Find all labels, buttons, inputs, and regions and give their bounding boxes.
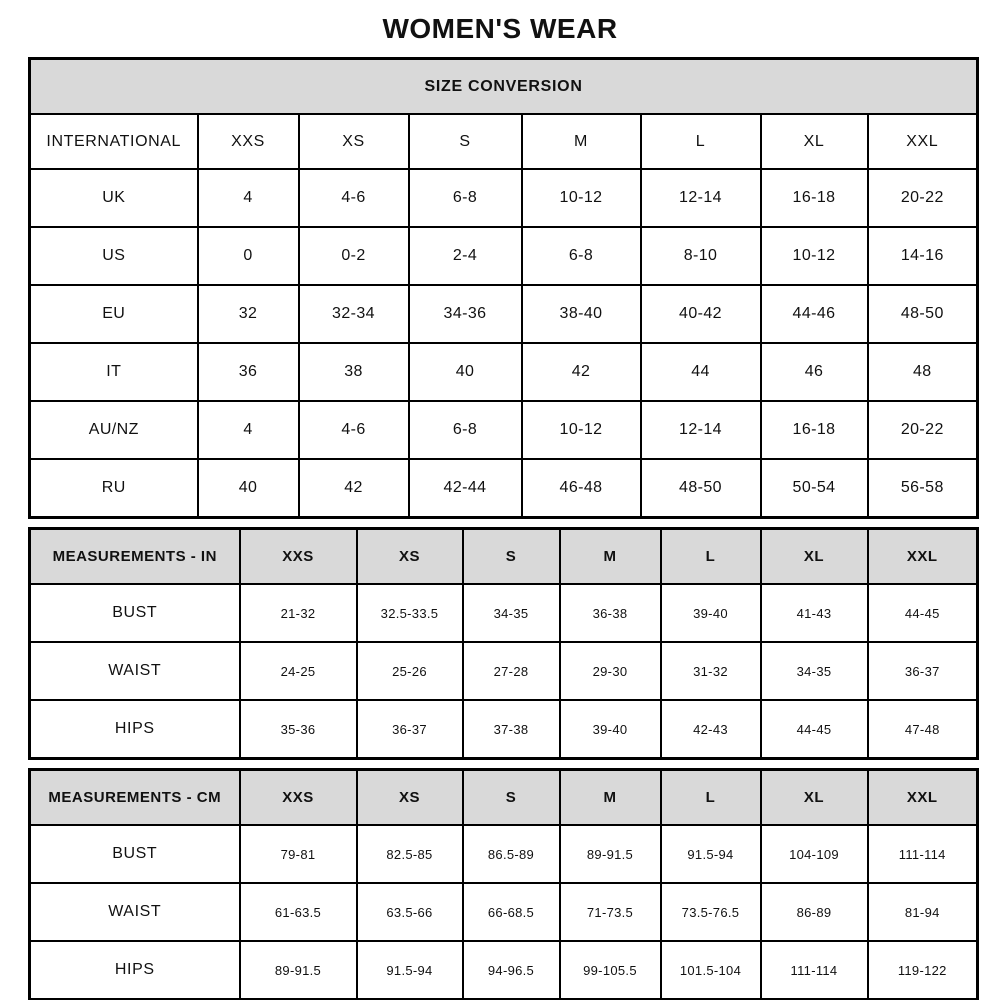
row-label: HIPS [30,941,240,1000]
row-label: WAIST [30,883,240,941]
cell: 101.5-104 [661,941,761,1000]
column-header: XS [357,529,463,585]
cell: 16-18 [761,169,868,227]
cell: 44 [641,343,761,401]
row-label: UK [30,169,198,227]
cell: 42 [522,343,641,401]
table-row [30,825,978,883]
column-header: XXS [240,770,357,826]
column-header: S [463,529,560,585]
measurements-cm-table [28,768,979,1000]
column-header: L [641,114,761,169]
row-label: EU [30,285,198,343]
cell: 35-36 [240,700,357,759]
cell: 0 [198,227,299,285]
table-banner: SIZE CONVERSION [30,59,978,115]
cell: 40 [409,343,522,401]
column-header: XL [761,114,868,169]
cell: 50-54 [761,459,868,518]
cell: 36-38 [560,584,661,642]
column-header: M [560,770,661,826]
header-row [30,770,978,826]
column-header: XS [299,114,409,169]
cell: 32-34 [299,285,409,343]
column-header: MEASUREMENTS - CM [30,770,240,826]
cell: 10-12 [761,227,868,285]
table-banner-row [30,59,978,115]
cell: 29-30 [560,642,661,700]
cell: 48-50 [868,285,978,343]
cell: 10-12 [522,401,641,459]
cell: 4 [198,169,299,227]
row-label: HIPS [30,700,240,759]
cell: 91.5-94 [357,941,463,1000]
cell: 36 [198,343,299,401]
cell: 94-96.5 [463,941,560,1000]
measurements-in-table [28,527,979,760]
cell: 42-44 [409,459,522,518]
cell: 39-40 [661,584,761,642]
cell: 86-89 [761,883,868,941]
table-row [30,642,978,700]
column-header: XXL [868,770,978,826]
cell: 31-32 [661,642,761,700]
column-header: S [409,114,522,169]
cell: 48 [868,343,978,401]
table-row [30,227,978,285]
column-header: XL [761,770,868,826]
cell: 48-50 [641,459,761,518]
header-row [30,529,978,585]
row-label: BUST [30,825,240,883]
table-row [30,285,978,343]
cell: 6-8 [409,401,522,459]
cell: 34-35 [761,642,868,700]
row-label: RU [30,459,198,518]
cell: 79-81 [240,825,357,883]
cell: 34-35 [463,584,560,642]
cell: 20-22 [868,169,978,227]
cell: 104-109 [761,825,868,883]
cell: 16-18 [761,401,868,459]
cell: 6-8 [409,169,522,227]
cell: 111-114 [761,941,868,1000]
size-conversion-table [28,57,979,519]
cell: 12-14 [641,169,761,227]
column-header: XXS [198,114,299,169]
cell: 91.5-94 [661,825,761,883]
cell: 81-94 [868,883,978,941]
cell: 89-91.5 [240,941,357,1000]
column-header: XXL [868,529,978,585]
cell: 40-42 [641,285,761,343]
cell: 61-63.5 [240,883,357,941]
cell: 40 [198,459,299,518]
cell: 44-45 [868,584,978,642]
column-header: XS [357,770,463,826]
table-row [30,343,978,401]
table-row [30,584,978,642]
column-header: XXS [240,529,357,585]
cell: 71-73.5 [560,883,661,941]
cell: 12-14 [641,401,761,459]
cell: 44-46 [761,285,868,343]
cell: 10-12 [522,169,641,227]
cell: 56-58 [868,459,978,518]
table-row [30,700,978,759]
cell: 66-68.5 [463,883,560,941]
column-header: MEASUREMENTS - IN [30,529,240,585]
cell: 39-40 [560,700,661,759]
cell: 20-22 [868,401,978,459]
table-row [30,941,978,1000]
cell: 63.5-66 [357,883,463,941]
column-header: INTERNATIONAL [30,114,198,169]
column-header: XL [761,529,868,585]
column-header: XXL [868,114,978,169]
cell: 25-26 [357,642,463,700]
row-label: US [30,227,198,285]
cell: 4-6 [299,169,409,227]
cell: 14-16 [868,227,978,285]
cell: 73.5-76.5 [661,883,761,941]
page-title: WOMEN'S WEAR [382,13,618,44]
cell: 82.5-85 [357,825,463,883]
cell: 37-38 [463,700,560,759]
column-header: M [522,114,641,169]
cell: 32 [198,285,299,343]
cell: 119-122 [868,941,978,1000]
table-row [30,883,978,941]
cell: 46 [761,343,868,401]
cell: 32.5-33.5 [357,584,463,642]
column-header: L [661,529,761,585]
cell: 34-36 [409,285,522,343]
cell: 47-48 [868,700,978,759]
cell: 38-40 [522,285,641,343]
cell: 27-28 [463,642,560,700]
row-label: WAIST [30,642,240,700]
table-row [30,401,978,459]
cell: 99-105.5 [560,941,661,1000]
cell: 2-4 [409,227,522,285]
header-row [30,114,978,169]
row-label: AU/NZ [30,401,198,459]
table-row [30,169,978,227]
cell: 41-43 [761,584,868,642]
cell: 24-25 [240,642,357,700]
table-row [30,459,978,518]
cell: 8-10 [641,227,761,285]
column-header: S [463,770,560,826]
cell: 21-32 [240,584,357,642]
column-header: M [560,529,661,585]
cell: 111-114 [868,825,978,883]
column-header: L [661,770,761,826]
cell: 44-45 [761,700,868,759]
row-label: BUST [30,584,240,642]
cell: 4 [198,401,299,459]
row-label: IT [30,343,198,401]
cell: 36-37 [357,700,463,759]
cell: 6-8 [522,227,641,285]
cell: 36-37 [868,642,978,700]
cell: 4-6 [299,401,409,459]
cell: 0-2 [299,227,409,285]
cell: 42-43 [661,700,761,759]
cell: 46-48 [522,459,641,518]
cell: 42 [299,459,409,518]
cell: 89-91.5 [560,825,661,883]
cell: 86.5-89 [463,825,560,883]
cell: 38 [299,343,409,401]
